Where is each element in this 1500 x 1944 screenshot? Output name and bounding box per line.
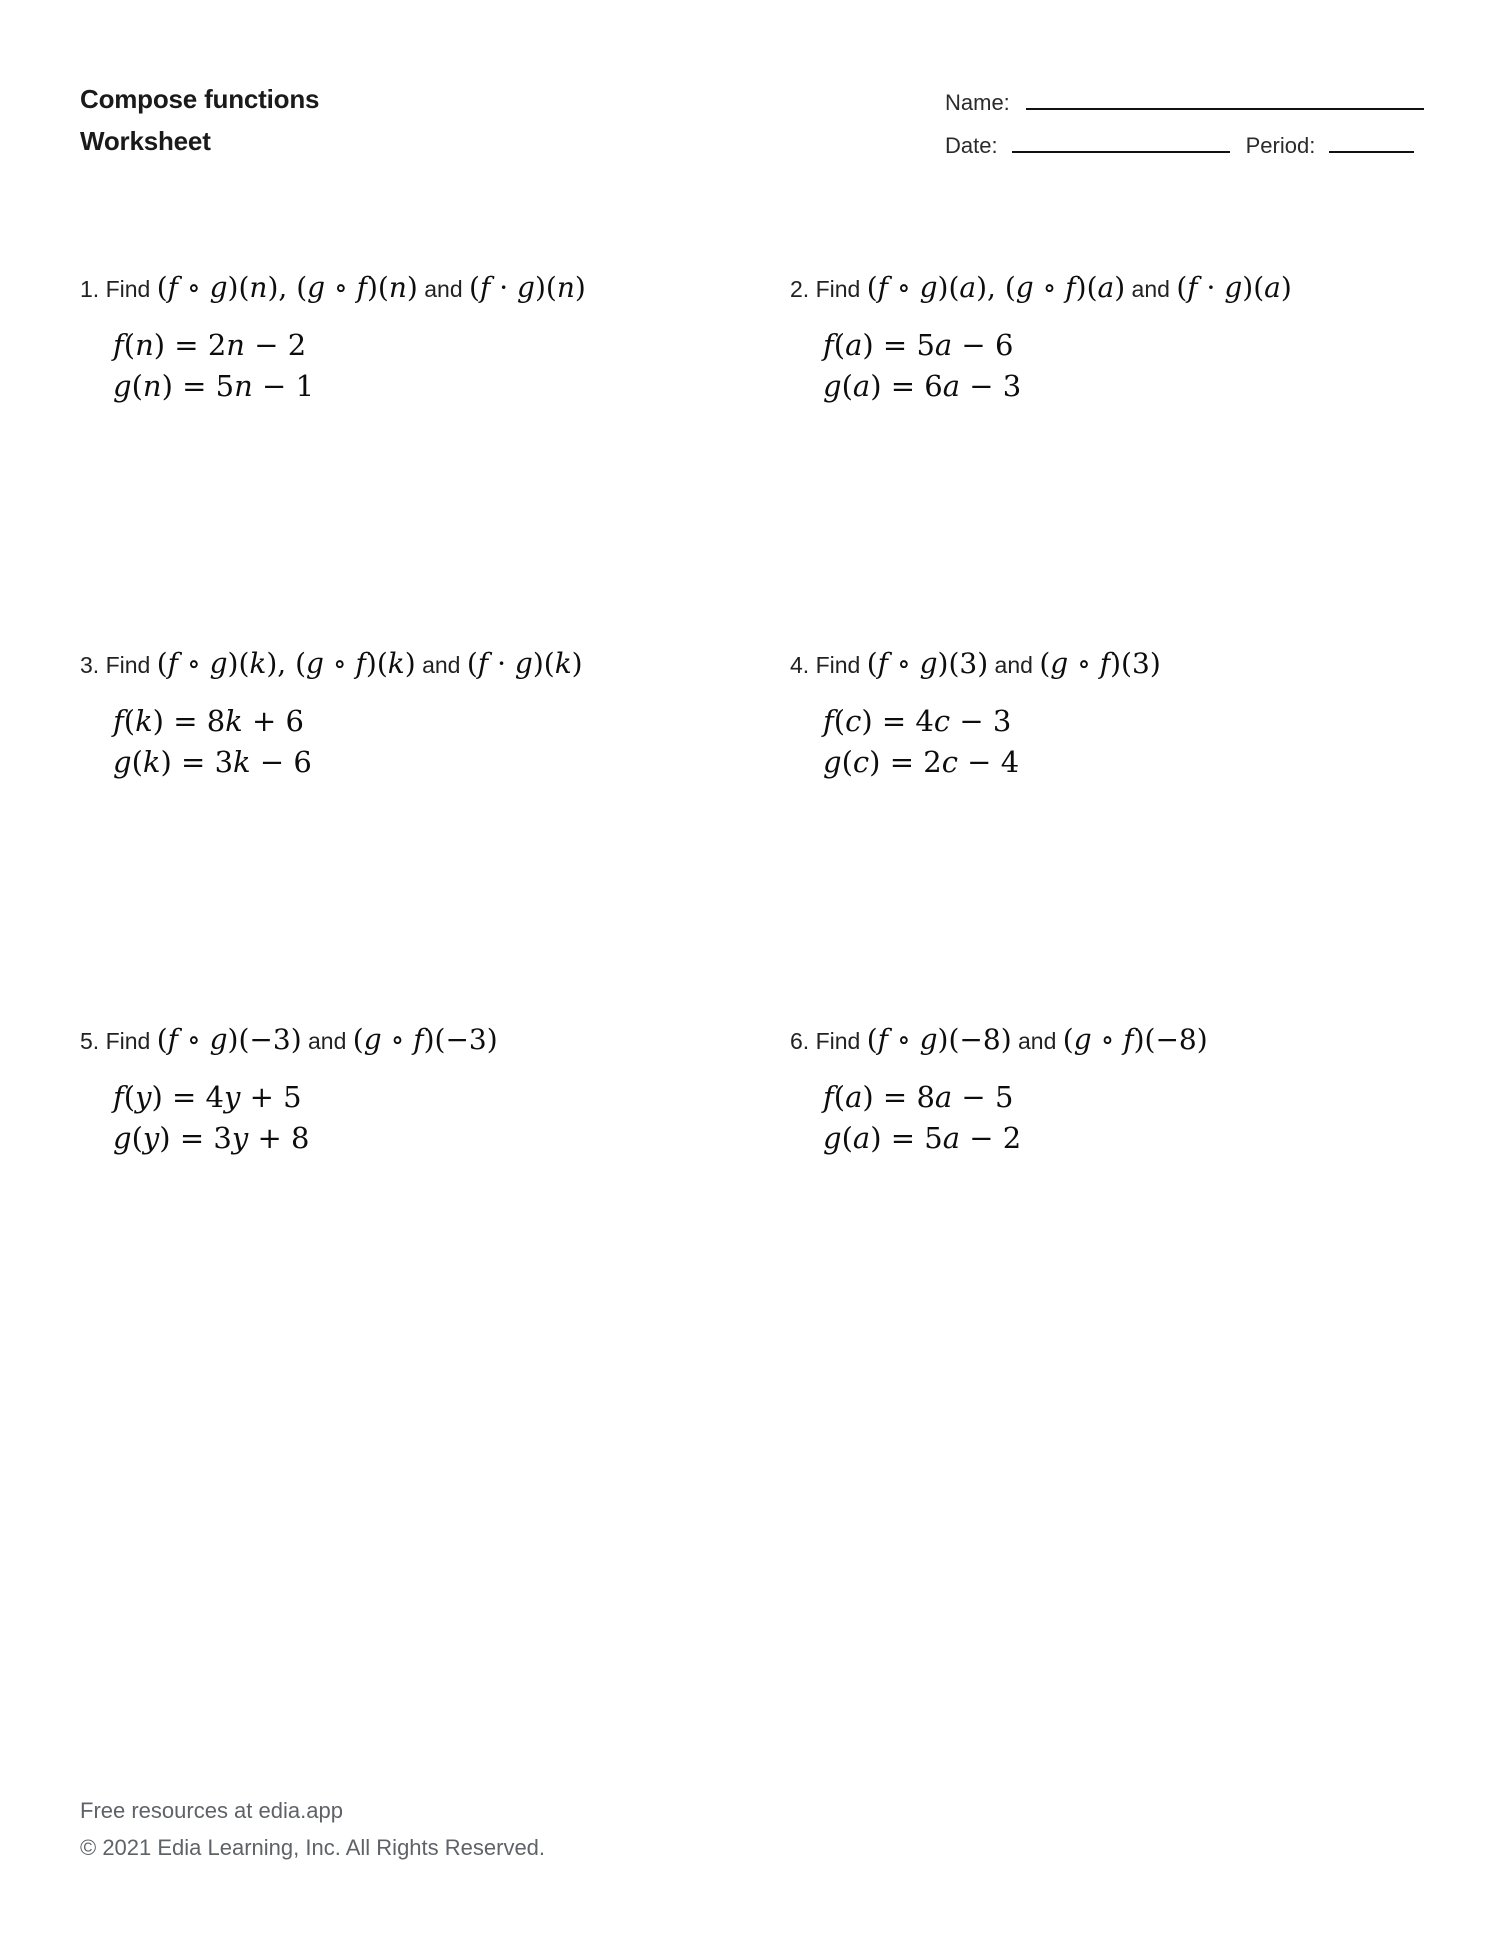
question-math-expression: (f ∘ g)(−3) xyxy=(156,1023,302,1056)
problems-grid xyxy=(80,268,1420,1396)
problem-1 xyxy=(80,268,790,644)
question-text: and xyxy=(1125,276,1177,302)
question-text: and xyxy=(415,652,467,678)
name-label: Name: xyxy=(945,90,1010,115)
problem-definitions xyxy=(113,701,790,783)
question-math-expression: (f ∘ g)(k), (g ∘ f)(k) xyxy=(156,647,416,680)
question-math-expression: (f ∘ g)(−8) xyxy=(866,1023,1012,1056)
question-math-expression: (f · g)(n) xyxy=(469,271,586,304)
problem-5 xyxy=(80,1020,790,1396)
question-math-expression: (g ∘ f)(−3) xyxy=(352,1023,498,1056)
question-math-expression: (f ∘ g)(n), (g ∘ f)(n) xyxy=(156,271,418,304)
problem-definitions xyxy=(823,701,1420,783)
g-definition: g(n) = 5n − 1 xyxy=(113,369,315,403)
problem-question xyxy=(790,1020,1420,1061)
footer-resources: Free resources at edia.app xyxy=(80,1798,343,1823)
worksheet-title: Compose functions xyxy=(80,84,320,114)
problem-definitions xyxy=(823,1077,1420,1159)
problem-definitions xyxy=(113,325,790,407)
question-text: 4. Find xyxy=(790,652,867,678)
question-text: 2. Find xyxy=(790,276,867,302)
worksheet-footer xyxy=(80,1792,545,1866)
f-definition: f(a) = 8a − 5 xyxy=(823,1080,1014,1114)
g-definition: g(y) = 3y + 8 xyxy=(113,1121,310,1155)
period-label: Period: xyxy=(1245,133,1316,158)
problem-4 xyxy=(790,644,1420,1020)
f-definition: f(n) = 2n − 2 xyxy=(113,328,307,362)
name-field-row xyxy=(945,90,1425,116)
f-definition: f(y) = 4y + 5 xyxy=(113,1080,302,1114)
question-text: and xyxy=(988,652,1040,678)
date-field-row xyxy=(945,133,1425,159)
g-definition: g(k) = 3k − 6 xyxy=(113,745,312,779)
question-text: 6. Find xyxy=(790,1028,867,1054)
question-math-expression: (f ∘ g)(3) xyxy=(866,647,989,680)
date-blank-line xyxy=(1012,133,1230,153)
problem-question xyxy=(790,644,1420,685)
question-math-expression: (f · g)(a) xyxy=(1176,271,1292,304)
question-text: and xyxy=(301,1028,353,1054)
problem-definitions xyxy=(823,325,1420,407)
question-text: 1. Find xyxy=(80,276,157,302)
question-text: and xyxy=(1011,1028,1063,1054)
question-math-expression: (f · g)(k) xyxy=(466,647,583,680)
question-math-expression: (g ∘ f)(−8) xyxy=(1062,1023,1208,1056)
problem-question xyxy=(80,1020,790,1061)
footer-copyright: © 2021 Edia Learning, Inc. All Rights Reserved. xyxy=(80,1835,546,1860)
question-math-expression: (g ∘ f)(3) xyxy=(1039,647,1161,680)
question-text: 5. Find xyxy=(80,1028,157,1054)
problem-2 xyxy=(790,268,1420,644)
problem-definitions xyxy=(113,1077,790,1159)
name-blank-line xyxy=(1026,90,1424,110)
problem-question xyxy=(790,268,1420,309)
problem-3 xyxy=(80,644,790,1020)
f-definition: f(k) = 8k + 6 xyxy=(113,704,304,738)
g-definition: g(a) = 5a − 2 xyxy=(823,1121,1022,1155)
problem-question xyxy=(80,644,790,685)
problem-6 xyxy=(790,1020,1420,1396)
problem-question xyxy=(80,268,790,309)
worksheet-subtitle: Worksheet xyxy=(80,126,211,156)
date-label: Date: xyxy=(945,133,998,158)
f-definition: f(a) = 5a − 6 xyxy=(823,328,1014,362)
question-text: 3. Find xyxy=(80,652,157,678)
question-text: and xyxy=(417,276,469,302)
f-definition: f(c) = 4c − 3 xyxy=(823,704,1012,738)
question-math-expression: (f ∘ g)(a), (g ∘ f)(a) xyxy=(866,271,1126,304)
period-blank-line xyxy=(1329,133,1414,153)
g-definition: g(c) = 2c − 4 xyxy=(823,745,1020,779)
g-definition: g(a) = 6a − 3 xyxy=(823,369,1022,403)
title-block xyxy=(80,78,319,162)
